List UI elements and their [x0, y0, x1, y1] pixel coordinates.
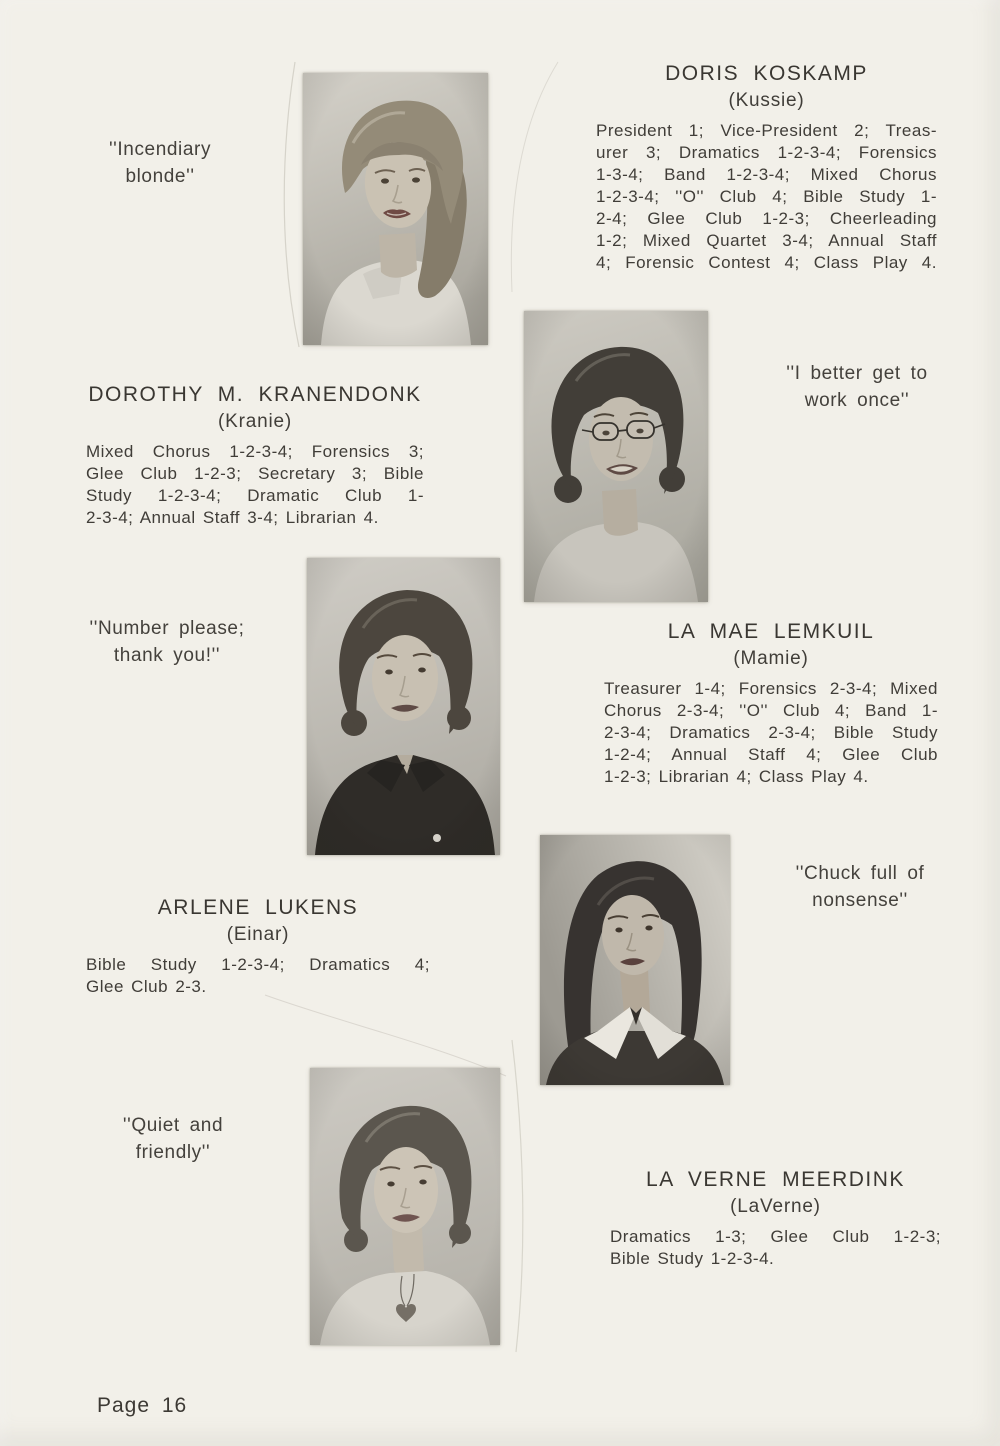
activities-line: urer 3; Dramatics 1-2-3-4; Forensics: [596, 143, 937, 162]
activities-line: Bible Study 1-2-3-4; Dramatics 4;: [86, 955, 430, 974]
activities-list: [610, 1226, 941, 1270]
activities-line: Dramatics 1-3; Glee Club 1-2-3;: [610, 1227, 941, 1246]
quote-quiet-friendly: [73, 1112, 273, 1166]
photo-doris-koskamp: [303, 73, 488, 345]
activities-line: 1-2-3-4; ''O'' Club 4; Bible Study 1-: [596, 187, 937, 206]
activities-line: Mixed Chorus 1-2-3-4; Forensics 3;: [86, 442, 424, 461]
quote-line: work once'': [804, 390, 910, 411]
quote-line: ''Quiet and: [122, 1115, 224, 1136]
quote-line: ''Incendiary: [108, 139, 212, 160]
activities-list: [86, 954, 430, 998]
activities-line: President 1; Vice-President 2; Treas-: [596, 121, 937, 140]
photo-woman-heart-pendant: [310, 1068, 500, 1345]
activities-line: 1-2; Mixed Quartet 3-4; Annual Staff: [596, 231, 937, 250]
entry-arlene-lukens: [86, 896, 430, 998]
quote-line: friendly'': [135, 1142, 211, 1163]
student-name: LA MAE LEMKUIL: [667, 620, 875, 643]
photo-dorothy-kranendonk: [524, 311, 708, 602]
activities-list: [604, 678, 938, 788]
quote-line: blonde'': [125, 166, 195, 187]
student-name: DOROTHY M. KRANENDONK: [88, 383, 422, 406]
quote-line: thank you!'': [113, 645, 221, 666]
entry-la-verne-meerdink: [610, 1168, 941, 1270]
activities-line: 1-2-4; Annual Staff 4; Glee Club: [604, 745, 938, 764]
activities-line: Study 1-2-3-4; Dramatic Club 1-: [86, 486, 424, 505]
activities-line: 4; Forensic Contest 4; Class Play 4.: [596, 253, 937, 272]
quote-incendiary-blonde: [60, 136, 260, 190]
quote-line: ''I better get to: [786, 363, 928, 384]
activities-line: Glee Club 1-2-3; Secretary 3; Bible: [86, 464, 424, 483]
activities-line: 2-3-4; Annual Staff 3-4; Librarian 4.: [86, 508, 379, 527]
quote-line: ''Chuck full of: [795, 863, 925, 884]
activities-line: Bible Study 1-2-3-4.: [610, 1249, 775, 1268]
quote-chuck-full: [760, 860, 960, 914]
activities-line: 1-3-4; Band 1-2-3-4; Mixed Chorus: [596, 165, 937, 184]
entry-dorothy-kranendonk: [86, 383, 424, 529]
student-name: LA VERNE MEERDINK: [646, 1168, 905, 1191]
activities-line: Glee Club 2-3.: [86, 977, 207, 996]
photo-woman-white-collar: [540, 835, 730, 1085]
activities-line: 2-4; Glee Club 1-2-3; Cheerleading: [596, 209, 937, 228]
student-name: ARLENE LUKENS: [157, 896, 359, 919]
student-nickname: (Kussie): [728, 90, 805, 111]
activities-list: [86, 441, 424, 529]
activities-line: Chorus 2-3-4; ''O'' Club 4; Band 1-: [604, 701, 938, 720]
activities-list: [596, 120, 937, 274]
entry-doris-koskamp: [596, 62, 937, 274]
activities-line: Treasurer 1-4; Forensics 2-3-4; Mixed: [604, 679, 938, 698]
page-number: Page 16: [97, 1394, 188, 1417]
activities-line: 2-3-4; Dramatics 2-3-4; Bible Study: [604, 723, 938, 742]
entry-la-mae-lemkuil: [604, 620, 938, 788]
quote-line: ''Number please;: [89, 618, 245, 639]
student-nickname: (Kranie): [218, 411, 292, 432]
quote-line: nonsense'': [812, 890, 908, 911]
student-nickname: (Mamie): [733, 648, 809, 669]
student-name: DORIS KOSKAMP: [665, 62, 868, 85]
student-nickname: (LaVerne): [730, 1196, 821, 1217]
student-nickname: (Einar): [226, 924, 290, 945]
photo-woman-dark-shirt: [307, 558, 500, 855]
quote-number-please: [67, 615, 267, 669]
activities-line: 1-2-3; Librarian 4; Class Play 4.: [604, 767, 869, 786]
quote-work-once: [757, 360, 957, 414]
